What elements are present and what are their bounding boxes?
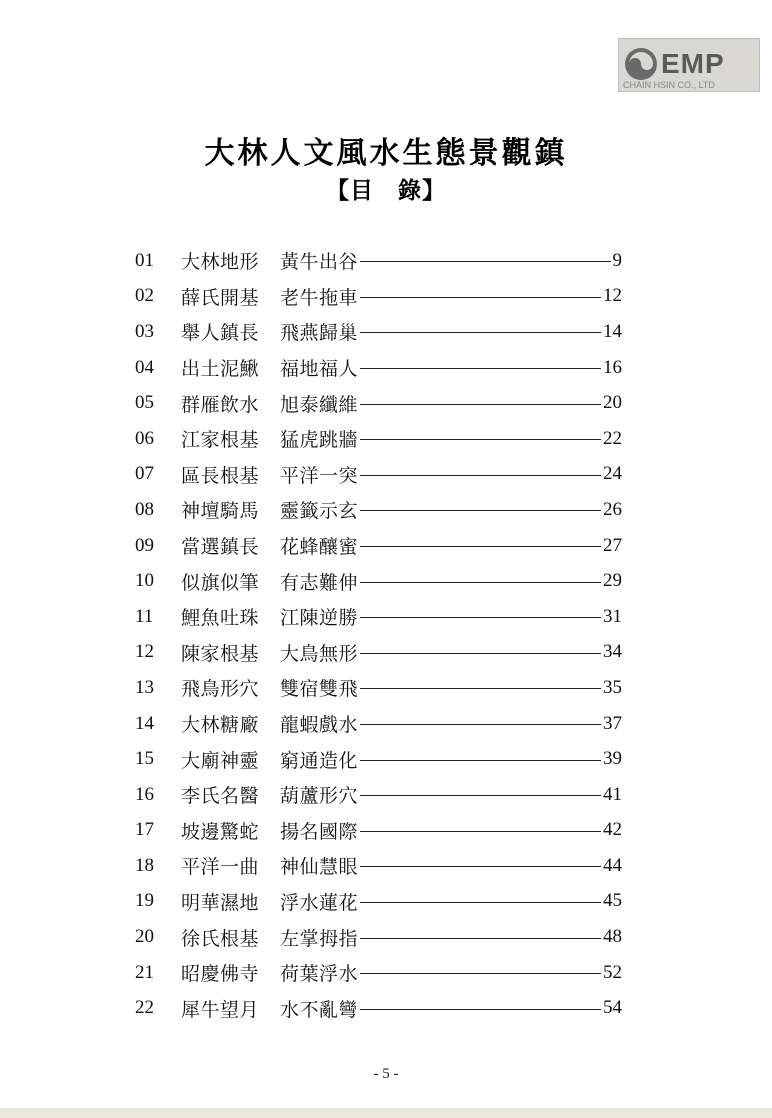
toc-entry-place: 飛鳥形穴 xyxy=(181,678,260,701)
toc-entry[interactable] xyxy=(132,492,622,528)
toc-entry-page: 52 xyxy=(603,961,622,983)
toc-entry-number: 05 xyxy=(135,392,154,414)
toc-entry-place: 舉人鎮長 xyxy=(181,322,260,345)
toc-entry-page: 27 xyxy=(603,534,622,556)
toc-entry-page: 12 xyxy=(603,285,622,307)
toc-entry-number: 04 xyxy=(135,356,154,378)
toc-entry[interactable] xyxy=(132,457,622,493)
toc-entry-page: 42 xyxy=(603,819,622,841)
toc-entry-topic: 福地福人 xyxy=(280,358,359,381)
toc-leader-line xyxy=(360,510,601,511)
toc-entry-number: 14 xyxy=(135,712,154,734)
toc-entry-number: 13 xyxy=(135,676,154,698)
toc-entry-page: 41 xyxy=(603,783,622,805)
toc-entry-place: 似旗似筆 xyxy=(181,571,260,594)
toc-entry[interactable] xyxy=(132,528,622,564)
toc-leader-line xyxy=(360,439,601,440)
toc-entry[interactable] xyxy=(132,385,622,421)
toc-leader-line xyxy=(360,831,601,832)
toc-entry-page: 22 xyxy=(603,427,622,449)
toc-leader-line xyxy=(360,760,601,761)
toc-entry-topic: 雙宿雙飛 xyxy=(280,678,359,701)
toc-leader-line xyxy=(360,688,601,689)
toc-entry-number: 12 xyxy=(135,641,154,663)
toc-entry-topic: 猛虎跳牆 xyxy=(280,429,359,452)
toc-entry[interactable] xyxy=(132,279,622,315)
toc-entry[interactable] xyxy=(132,314,622,350)
toc-entry-number: 09 xyxy=(135,534,154,556)
toc-entry-place: 陳家根基 xyxy=(181,642,260,665)
toc-entry-place: 徐氏根基 xyxy=(181,927,260,950)
toc-entry[interactable] xyxy=(132,350,622,386)
toc-entry[interactable] xyxy=(132,563,622,599)
toc-entry[interactable] xyxy=(132,599,622,635)
toc-leader-line xyxy=(360,1009,601,1010)
toc-entry-place: 李氏名醫 xyxy=(181,785,260,808)
toc-leader-line xyxy=(360,475,601,476)
toc-entry-place: 明華濕地 xyxy=(181,891,260,914)
toc-entry-place: 出土泥鰍 xyxy=(181,358,260,381)
toc-entry-place: 區長根基 xyxy=(181,464,260,487)
toc-entry-topic: 窮通造化 xyxy=(280,749,359,772)
toc-entry-place: 大廟神靈 xyxy=(181,749,260,772)
toc-entry-page: 24 xyxy=(603,463,622,485)
toc-entry[interactable] xyxy=(132,243,622,279)
toc-entry-topic: 黃牛出谷 xyxy=(280,251,359,274)
toc-entry-number: 17 xyxy=(135,819,154,841)
toc-entry-place: 平洋一曲 xyxy=(181,856,260,879)
toc-entry-number: 10 xyxy=(135,570,154,592)
toc-entry-number: 18 xyxy=(135,854,154,876)
toc-entry-topic: 旭泰纖維 xyxy=(280,393,359,416)
toc-entry-topic: 神仙慧眼 xyxy=(280,856,359,879)
toc-entry-page: 14 xyxy=(603,320,622,342)
toc-leader-line xyxy=(360,653,601,654)
toc-leader-line xyxy=(360,724,601,725)
toc-entry-topic: 花蜂釀蜜 xyxy=(280,536,359,559)
toc-entry-topic: 浮水蓮花 xyxy=(280,891,359,914)
toc-entry-number: 03 xyxy=(135,320,154,342)
swirl-logo-icon xyxy=(619,39,759,91)
toc-entry-page: 39 xyxy=(603,748,622,770)
toc-entry-place: 犀牛望月 xyxy=(181,998,260,1021)
toc-entry-page: 29 xyxy=(603,570,622,592)
toc-entry[interactable] xyxy=(132,919,622,955)
toc-entry[interactable] xyxy=(132,884,622,920)
toc-entry-number: 08 xyxy=(135,498,154,520)
toc-entry-topic: 葫蘆形穴 xyxy=(280,785,359,808)
toc-leader-line xyxy=(360,795,601,796)
toc-entry-place: 鯉魚吐珠 xyxy=(181,607,260,630)
toc-entry-number: 16 xyxy=(135,783,154,805)
toc-entry-topic: 靈籤示玄 xyxy=(280,500,359,523)
toc-entry-topic: 老牛拖車 xyxy=(280,286,359,309)
toc-entry[interactable] xyxy=(132,421,622,457)
toc-entry-number: 11 xyxy=(135,605,154,627)
toc-entry-page: 9 xyxy=(612,249,622,271)
toc-entry-number: 01 xyxy=(135,249,154,271)
toc-entry[interactable] xyxy=(132,777,622,813)
publisher-logo xyxy=(618,38,760,92)
logo-subtext: CHAIN HSIN CO., LTD xyxy=(623,80,715,90)
toc-entry-place: 大林地形 xyxy=(181,251,260,274)
toc-entry-number: 20 xyxy=(135,926,154,948)
toc-leader-line xyxy=(360,297,601,298)
page-title: 大林人文風水生態景觀鎮 xyxy=(204,136,568,171)
toc-leader-line xyxy=(360,866,601,867)
toc-leader-line xyxy=(360,261,610,262)
table-of-contents xyxy=(132,243,622,1026)
toc-entry-number: 19 xyxy=(135,890,154,912)
toc-entry[interactable] xyxy=(132,990,622,1026)
toc-entry-page: 54 xyxy=(603,997,622,1019)
toc-entry[interactable] xyxy=(132,670,622,706)
toc-entry[interactable] xyxy=(132,813,622,849)
toc-entry-page: 48 xyxy=(603,926,622,948)
toc-leader-line xyxy=(360,368,601,369)
toc-entry-place: 江家根基 xyxy=(181,429,260,452)
toc-entry-place: 當選鎮長 xyxy=(181,536,260,559)
toc-leader-line xyxy=(360,546,601,547)
toc-entry-page: 45 xyxy=(603,890,622,912)
toc-entry-page: 26 xyxy=(603,498,622,520)
toc-entry[interactable] xyxy=(132,635,622,671)
toc-entry-place: 坡邊驚蛇 xyxy=(181,820,260,843)
toc-entry-number: 21 xyxy=(135,961,154,983)
toc-entry-place: 群雁飲水 xyxy=(181,393,260,416)
toc-entry-page: 44 xyxy=(603,854,622,876)
toc-entry-topic: 平洋一突 xyxy=(280,464,359,487)
toc-entry-topic: 飛燕歸巢 xyxy=(280,322,359,345)
toc-entry-topic: 有志難伸 xyxy=(280,571,359,594)
toc-entry-number: 22 xyxy=(135,997,154,1019)
toc-entry-place: 昭慶佛寺 xyxy=(181,963,260,986)
toc-leader-line xyxy=(360,332,601,333)
toc-entry-place: 神壇騎馬 xyxy=(181,500,260,523)
toc-entry-topic: 揚名國際 xyxy=(280,820,359,843)
toc-entry-number: 02 xyxy=(135,285,154,307)
toc-leader-line xyxy=(360,617,601,618)
toc-entry-place: 大林糖廠 xyxy=(181,714,260,737)
toc-entry-number: 06 xyxy=(135,427,154,449)
logo-wordmark: EMP xyxy=(661,48,725,79)
toc-leader-line xyxy=(360,582,601,583)
toc-entry-topic: 江陳逆勝 xyxy=(280,607,359,630)
toc-leader-line xyxy=(360,902,601,903)
toc-entry-number: 15 xyxy=(135,748,154,770)
toc-entry-page: 34 xyxy=(603,641,622,663)
toc-entry-page: 20 xyxy=(603,392,622,414)
toc-entry[interactable] xyxy=(132,741,622,777)
toc-leader-line xyxy=(360,973,601,974)
toc-entry-page: 16 xyxy=(603,356,622,378)
toc-heading: 【目 錄】 xyxy=(326,178,446,204)
toc-entry-topic: 左掌拇指 xyxy=(280,927,359,950)
toc-entry-topic: 大鳥無形 xyxy=(280,642,359,665)
toc-leader-line xyxy=(360,938,601,939)
toc-entry[interactable] xyxy=(132,706,622,742)
toc-entry[interactable] xyxy=(132,848,622,884)
toc-entry-topic: 水不亂彎 xyxy=(280,998,359,1021)
toc-entry-topic: 龍蝦戲水 xyxy=(280,714,359,737)
toc-leader-line xyxy=(360,404,601,405)
toc-entry-place: 薛氏開基 xyxy=(181,286,260,309)
toc-entry-topic: 荷葉浮水 xyxy=(280,963,359,986)
toc-entry-page: 35 xyxy=(603,676,622,698)
page-number: - 5 - xyxy=(373,1066,399,1082)
scan-edge xyxy=(0,1108,772,1118)
toc-entry-page: 31 xyxy=(603,605,622,627)
toc-entry-page: 37 xyxy=(603,712,622,734)
toc-entry[interactable] xyxy=(132,955,622,991)
toc-entry-number: 07 xyxy=(135,463,154,485)
